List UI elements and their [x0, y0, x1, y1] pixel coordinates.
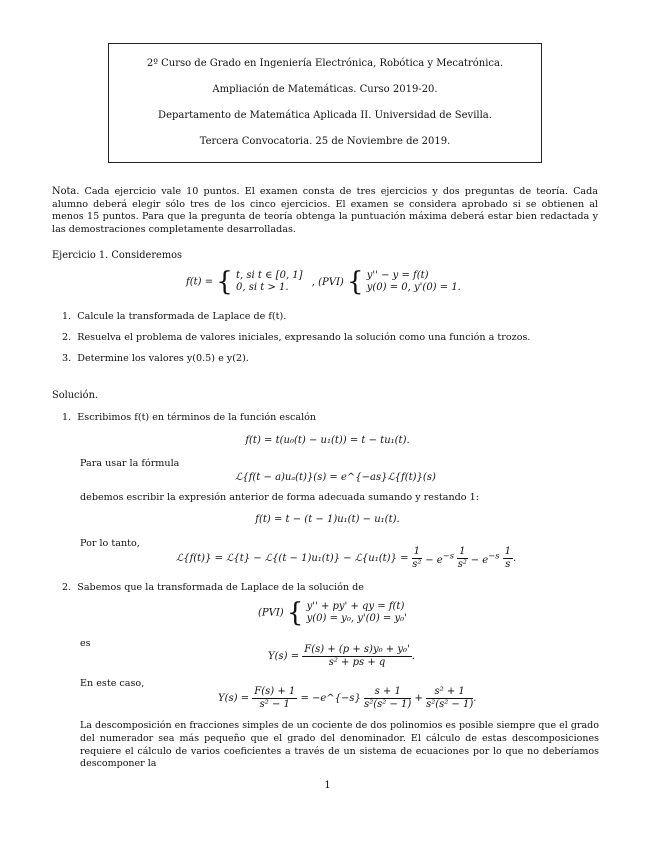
exercise-heading: [52, 250, 182, 261]
solution-item-2: [62, 582, 364, 593]
para-en-este-caso: En este caso,: [80, 678, 145, 689]
fraction-numerator: F(s) + (p + s)y₀ + y₀': [304, 644, 410, 655]
pvi-label: (PVI): [258, 607, 284, 619]
equation-shift-theorem: ℒ{f(t − a)uₐ(t)}(s) = e^{−as}ℒ{f(t)}(s): [235, 472, 436, 483]
equation-general-pvi: [258, 598, 407, 628]
fraction: $\frac{1}{s}$: [504, 546, 512, 570]
f-case-1: t, si t ∈ [0, 1]: [236, 270, 303, 281]
equation-step-function: f(t) = t(u₀(t) − u₁(t)) = t − tu₁(t).: [245, 435, 410, 446]
pvi-case-2: y(0) = 0, y'(0) = 1.: [366, 282, 461, 293]
fraction-numerator: s + 1: [364, 686, 411, 699]
fraction-denominator: s²(s² − 1): [426, 699, 474, 710]
exercise-title: Ejercicio 1.: [52, 250, 109, 261]
nota-paragraph: [52, 186, 598, 236]
Y-label: Y(s) =: [268, 651, 300, 662]
item-text: Determine los valores y(0.5) e y(2).: [77, 353, 249, 364]
item-number: 1.: [62, 311, 72, 322]
left-brace: {: [347, 267, 364, 297]
fraction-denominator: s² + ps + q: [328, 657, 386, 668]
para-por-lo-tanto: Por lo tanto,: [80, 538, 140, 549]
header-exam-date: Tercera Convocatoria. 25 de Noviembre de 2019.: [199, 136, 451, 147]
header-subject: Ampliación de Matemáticas. Curso 2019-20.: [212, 84, 438, 95]
header-department: Departamento de Matemática Aplicada II. Universidad de Sevilla.: [158, 110, 492, 121]
exercise-item-3: [62, 353, 249, 364]
item-number: 2.: [62, 332, 72, 343]
equation-middle: = −e^{−s}: [300, 693, 361, 704]
fraction: $\frac{1}{\text{s²}}$: [457, 546, 467, 570]
fraction: [302, 644, 411, 669]
nota-label: Nota.: [52, 186, 80, 197]
exercise-item-1: [62, 311, 286, 322]
fraction: $\frac{1}{\text{s²}}$: [412, 546, 422, 570]
Y-label: Y(s) =: [218, 693, 250, 704]
exercise-intro: Consideremos: [111, 250, 183, 261]
fraction-numerator: s² + 1: [426, 686, 473, 699]
pvi-case-2: y(0) = y₀, y'(0) = y₀': [306, 613, 407, 624]
left-brace: {: [286, 598, 304, 628]
exercise-item-2: [62, 332, 530, 343]
item-number: 1.: [62, 412, 72, 423]
equation-Y-general: Y(s) = $\frac{\text{F(s) + (p + s)y₀ + y₀'}}{\text{s² + ps + q}}$ .: [268, 644, 415, 668]
pvi-cases: [307, 601, 407, 625]
pvi-case-1: y'' + py' + qy = f(t): [306, 601, 405, 612]
item-text: Resuelva el problema de valores iniciales, expresando la solución como una función a trozos.: [77, 332, 531, 343]
para-es: es: [80, 638, 91, 649]
pvi-cases: [367, 270, 461, 294]
laplace-left: ℒ{f(t)} = ℒ{t} − ℒ{(t − 1)u₁(t)} − ℒ{u₁(t)} =: [176, 553, 409, 564]
header-course: 2º Curso de Grado en Ingeniería Electrónica, Robótica y Mecatrónica.: [146, 58, 504, 69]
header-box: [108, 43, 542, 163]
nota-text: Cada ejercicio vale 10 puntos. El examen consta de tres ejercicios y dos preguntas de teoría. Cada alumno deberá elegir sólo tres de los cinco ejercicios. El examen se considera aprobado si se obtienen al menos 15 puntos. Para que la pregunta de teoría obtenga la puntuación máxima deberá estar bien redactada y las demostraciones completamente desarrolladas.: [52, 186, 598, 235]
equation-Y-specific: Y(s) = $\frac{F(s) + 1}{\text{s² − 1}}$ = −e^{−s} $\frac{s + 1}{\text{s²(s² − 1)}}$ + $\frac{\text{s² + 1}}{\text{s²(s² − 1)}}$ .: [218, 686, 477, 710]
page-number: 1: [324, 780, 331, 791]
item-number: 2.: [62, 582, 72, 593]
item-text: Sabemos que la transformada de Laplace de la solución de: [77, 582, 364, 593]
fraction-denominator: s² − 1: [259, 699, 290, 710]
para-debemos: debemos escribir la expresión anterior de forma adecuada sumando y restando 1:: [80, 492, 479, 503]
f-case-2: 0, si t > 1.: [236, 282, 289, 293]
item-text: Escribimos f(t) en términos de la función escalón: [77, 412, 317, 423]
item-number: 3.: [62, 353, 72, 364]
para-formula: Para usar la fórmula: [80, 458, 180, 469]
f-cases: [236, 270, 303, 294]
fraction-denominator: s²(s² − 1): [364, 699, 412, 710]
item-text: Calcule la transformada de Laplace de f(t).: [77, 311, 287, 322]
exercise-equation: [186, 267, 461, 297]
para-descomposicion: La descomposición en fracciones simples de un cociente de dos polinomios es posible siempre que el grado del numerador sea más pequeño que el grado del denominador. El cálculo de estas descomposiciones requiere el cálculo de varios coeficientes a través de un sistema de ecuaciones por lo que no deberíamos descomponer la: [80, 720, 599, 770]
fraction-numerator: F(s) + 1: [254, 686, 296, 697]
fraction: [252, 686, 297, 711]
fraction: [426, 686, 473, 711]
equation-laplace-result: ℒ{f(t)} = ℒ{t} − ℒ{(t − 1)u₁(t)} − ℒ{u₁(t)} = $\frac{1}{\text{s²}}$ − $e^{-s}$ $\frac{1}{\text{s²}}$ − $e^{-s}$ $\frac{1}{s}$ .: [176, 546, 517, 570]
pvi-label: , (PVI): [311, 276, 344, 288]
left-brace: {: [216, 267, 233, 297]
fraction: [364, 686, 411, 711]
solution-title: Solución.: [52, 390, 98, 401]
pvi-case-1: y'' − y = f(t): [366, 270, 429, 281]
equation-rewrite: f(t) = t − (t − 1)u₁(t) − u₁(t).: [255, 514, 400, 525]
solution-item-1: [62, 412, 316, 423]
f-definition: f(t) =: [186, 276, 214, 288]
